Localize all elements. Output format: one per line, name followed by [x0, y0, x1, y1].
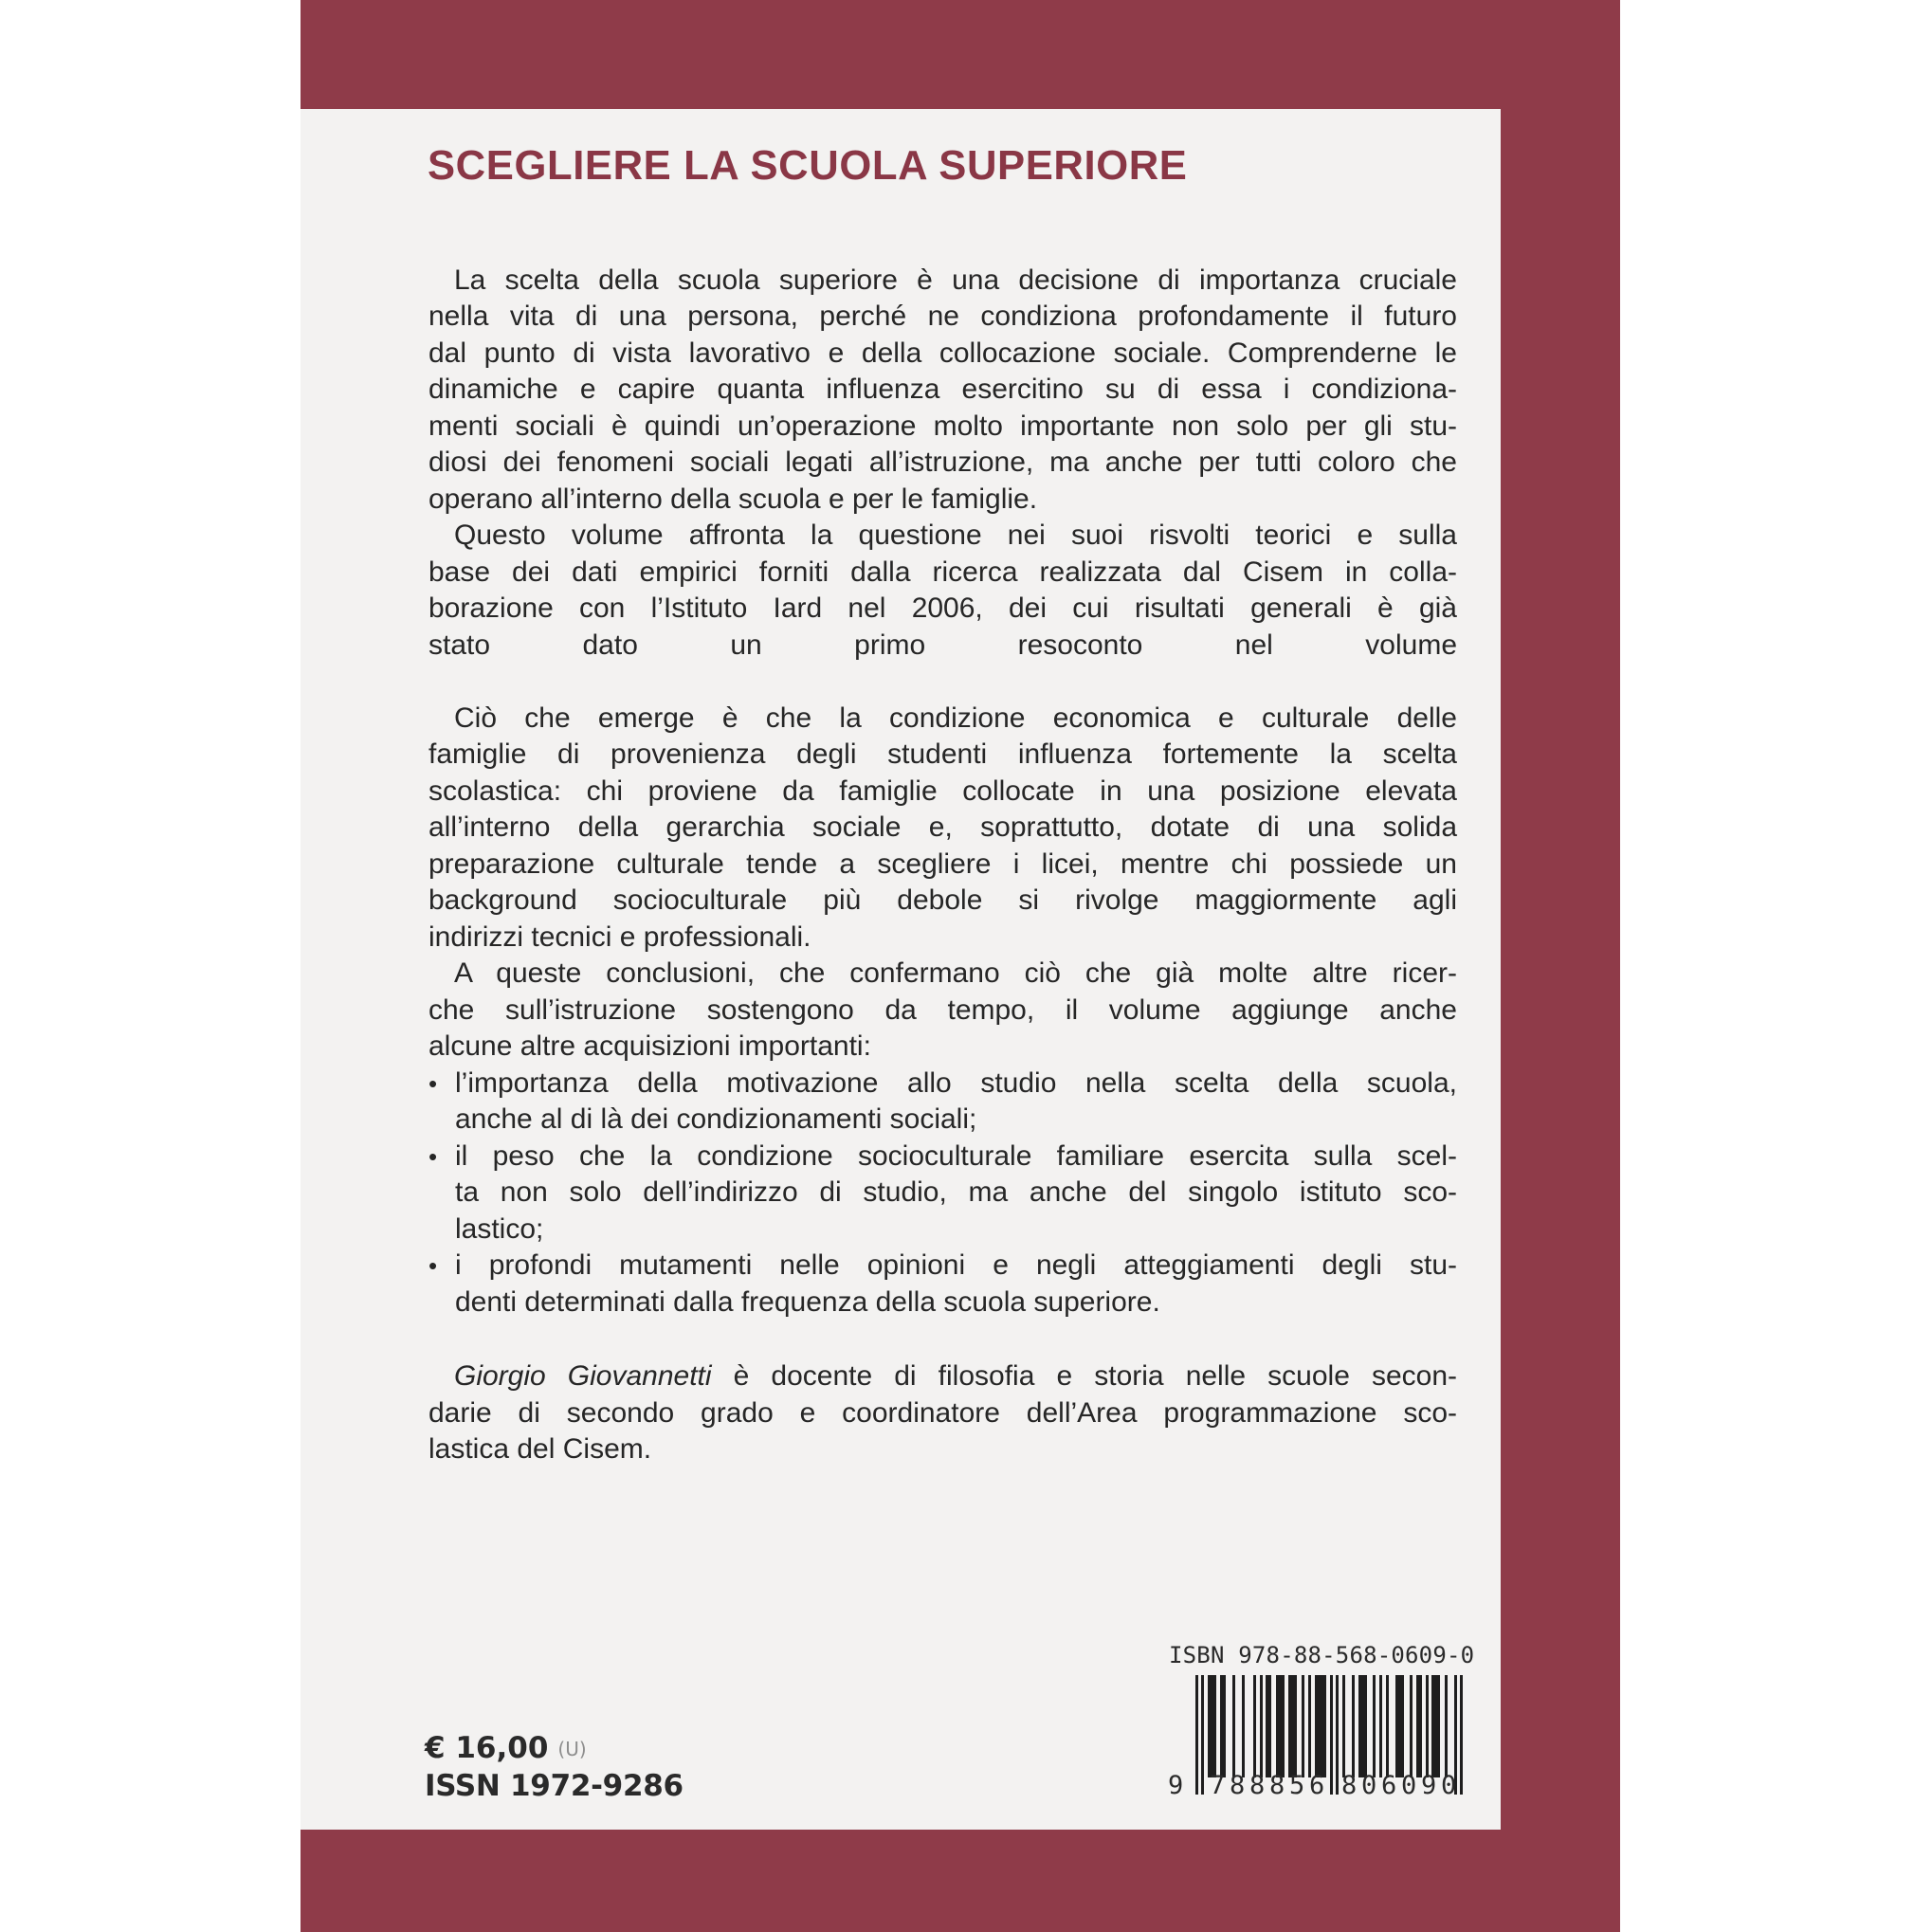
- bullet-line: il peso che la condizione socioculturale familiare esercita sulla scel-: [455, 1140, 1457, 1172]
- bullet-icon: •: [428, 1069, 438, 1098]
- price-label: [425, 1731, 587, 1765]
- issn-label: ISSN 1972-9286: [425, 1769, 683, 1803]
- blurb-line: menti sociali è quindi un’operazione molto importante non solo per gli stu-: [428, 410, 1457, 442]
- barcode-digit: 0: [1361, 1771, 1377, 1800]
- author-name: Giorgio Giovannetti: [454, 1360, 712, 1392]
- bullet-line: anche al di là dei condizionamenti sociali;: [455, 1103, 977, 1135]
- blurb-line: background socioculturale più debole si rivolge maggiormente agli: [428, 884, 1457, 916]
- blurb-line-with-italic: [428, 664, 1457, 700]
- barcode-digit: 8: [1249, 1771, 1266, 1800]
- blurb-line: famiglie di provenienza degli studenti influenza fortemente la scelta: [428, 738, 1457, 770]
- bullet-icon: •: [428, 1251, 438, 1280]
- blurb-line: A queste conclusioni, che confermano ciò che già molte altre ricer-: [454, 957, 1457, 989]
- barcode-digit: 9: [1421, 1771, 1437, 1800]
- blurb-text-segment: stato dato un primo resoconto nel volume: [428, 629, 1457, 661]
- barcode-digit: 8: [1269, 1771, 1285, 1800]
- blurb-line: nella vita di una persona, perché ne condiziona profondamente il futuro: [428, 301, 1457, 332]
- isbn-label: ISBN 978-88-568-0609-0: [1169, 1642, 1475, 1668]
- book-title: SCEGLIERE LA SCUOLA SUPERIORE: [428, 142, 1188, 189]
- barcode-digit: 8: [1230, 1771, 1246, 1800]
- barcode-digit: 0: [1441, 1771, 1457, 1800]
- barcode-digit: 7: [1210, 1771, 1226, 1800]
- blurb-line: La scelta della scuola superiore è una decisione di importanza cruciale: [454, 264, 1457, 296]
- blurb-line: indirizzi tecnici e professionali.: [428, 921, 811, 953]
- blurb-line: operano all’interno della scuola e per le famiglie.: [428, 483, 1038, 515]
- bullet-line: l’importanza della motivazione allo studio nella scelta della scuola,: [455, 1067, 1457, 1099]
- blurb-line: preparazione culturale tende a scegliere i licei, mentre chi possiede un: [428, 848, 1457, 880]
- bullet-line: ta non solo dell’indirizzo di studio, ma anche del singolo istituto sco-: [455, 1176, 1457, 1208]
- blurb-line: alcune altre acquisizioni importanti:: [428, 1030, 871, 1062]
- blurb-line-with-italic: [428, 628, 1457, 664]
- author-bio-text: è docente di filosofia e storia nelle scuole secon-: [711, 1360, 1458, 1392]
- bullet-icon: •: [428, 1142, 438, 1171]
- blurb-line: che sull’istruzione sostengono da tempo, il volume aggiunge anche: [428, 994, 1457, 1026]
- blurb-line: borazione con l’Istituto Iard nel 2006, dei cui risultati generali è già: [428, 592, 1457, 624]
- blurb-line: Ciò che emerge è che la condizione economica e culturale delle: [454, 702, 1457, 734]
- author-bio-line: darie di secondo grado e coordinatore dell’Area programmazione sco-: [428, 1397, 1457, 1429]
- barcode-digit: 5: [1289, 1771, 1305, 1800]
- barcode-digit: 0: [1401, 1771, 1417, 1800]
- price-code: (U): [557, 1738, 587, 1760]
- bullet-line: lastico;: [455, 1213, 544, 1245]
- blurb-line: dal punto di vista lavorativo e della collocazione sociale. Comprenderne le: [428, 337, 1457, 369]
- barcode-digit: 6: [1309, 1771, 1325, 1800]
- blurb-line: Questo volume affronta la questione nei suoi risvolti teorici e sulla: [454, 519, 1457, 551]
- author-bio-line: lastica del Cisem.: [428, 1433, 652, 1465]
- barcode-digit: 9: [1168, 1771, 1184, 1800]
- blurb-line: base dei dati empirici forniti dalla ricerca realizzata dal Cisem in colla-: [428, 556, 1457, 588]
- barcode-digit: 6: [1381, 1771, 1397, 1800]
- blurb-line: dinamiche e capire quanta influenza esercitino su di essa i condiziona-: [428, 374, 1457, 405]
- price-value: € 16,00: [425, 1731, 549, 1765]
- author-bio-line: [454, 1358, 1457, 1394]
- blurb-line: all’interno della gerarchia sociale e, soprattutto, dotate di una solida: [428, 811, 1457, 843]
- blurb-line: diosi dei fenomeni sociali legati all’istruzione, ma anche per tutti coloro che: [428, 447, 1457, 478]
- bullet-line: i profondi mutamenti nelle opinioni e negli atteggiamenti degli stu-: [455, 1249, 1457, 1281]
- barcode-digit: 8: [1341, 1771, 1358, 1800]
- bullet-line: denti determinati dalla frequenza della scuola superiore.: [455, 1286, 1160, 1318]
- blurb-line: scolastica: chi proviene da famiglie collocate in una posizione elevata: [428, 775, 1457, 807]
